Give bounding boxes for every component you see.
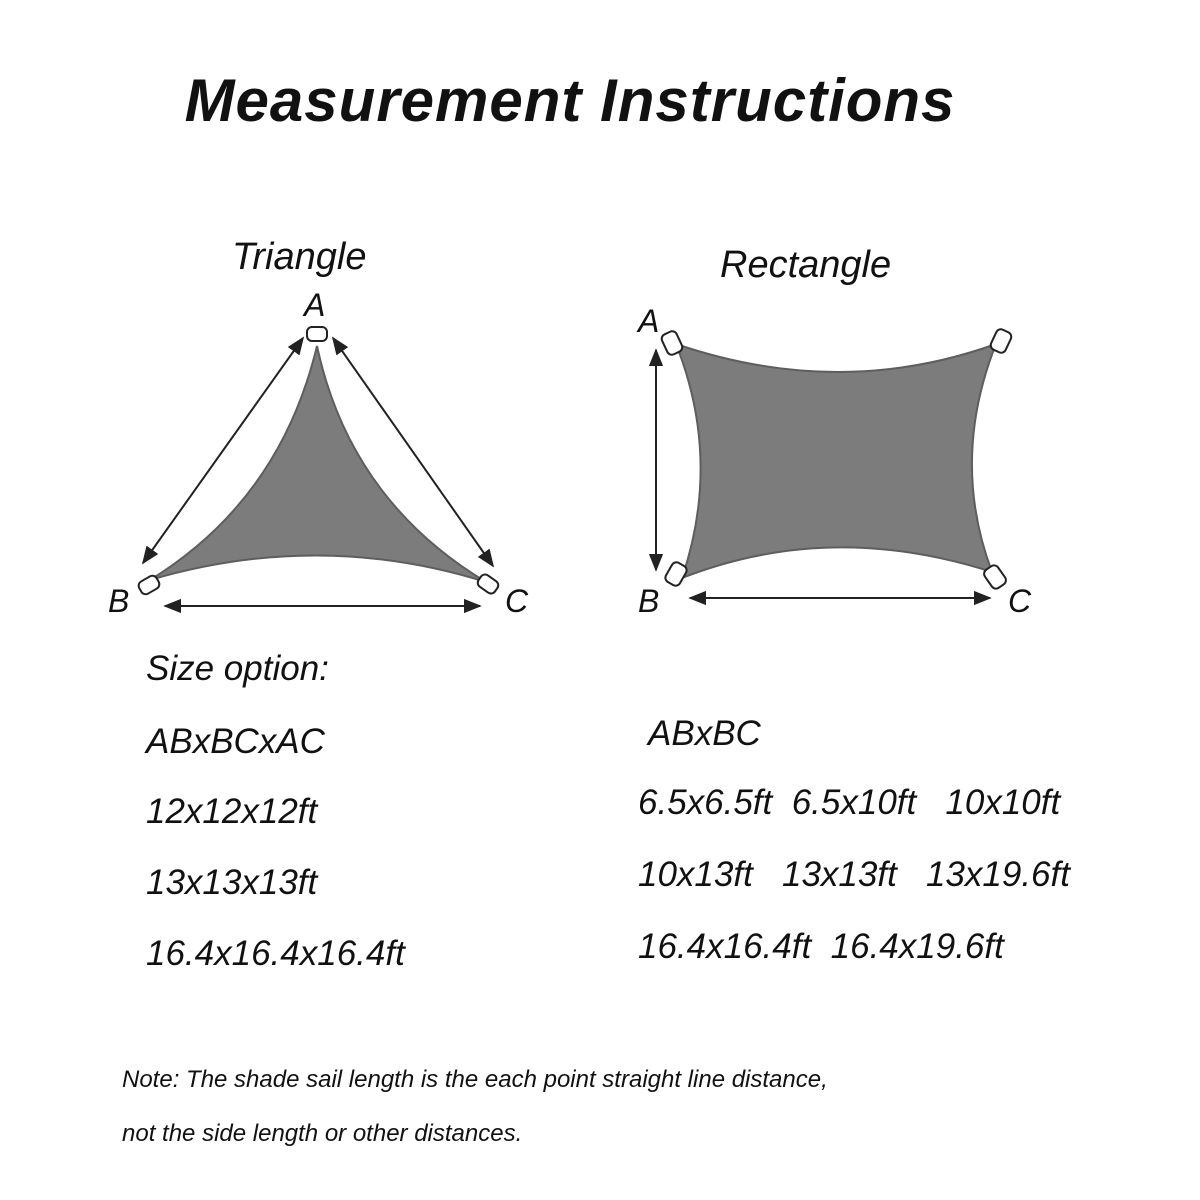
rectangle-size-row: 16.4x16.4ft 16.4x19.6ft <box>638 927 1004 966</box>
page-title: Measurement Instructions <box>184 67 956 134</box>
rectangle-size-row: 10x13ft 13x13ft 13x19.6ft <box>638 855 1070 894</box>
rectangle-size-header: ABxBC <box>648 714 761 753</box>
rectangle-label-c: C <box>1008 583 1032 619</box>
triangle-size-header: ABxBCxAC <box>146 722 325 761</box>
triangle-size-row: 12x12x12ft <box>146 792 318 831</box>
triangle-label-c: C <box>505 583 529 619</box>
triangle-label-a: A <box>304 287 326 323</box>
triangle-sail <box>150 346 486 582</box>
triangle-label-b: B <box>108 583 130 619</box>
rectangle-label-b: B <box>638 583 660 619</box>
ring-b-icon <box>664 560 689 587</box>
triangle-size-row: 13x13x13ft <box>146 863 318 902</box>
triangle-size-row: 16.4x16.4x16.4ft <box>146 934 405 973</box>
triangle-title: Triangle <box>232 236 367 278</box>
rectangle-title: Rectangle <box>720 244 892 286</box>
rectangle-sail <box>676 344 996 578</box>
note-line-2: not the side length or other distances. <box>122 1120 523 1147</box>
ring-c-icon <box>476 573 500 596</box>
rectangle-size-row: 6.5x6.5ft 6.5x10ft 10x10ft <box>638 783 1061 822</box>
rectangle-label-a: A <box>638 303 660 339</box>
size-option-heading: Size option: <box>146 649 329 688</box>
note-line-1: Note: The shade sail length is the each point straight line distance, <box>122 1066 828 1093</box>
ring-a-icon <box>307 327 327 341</box>
